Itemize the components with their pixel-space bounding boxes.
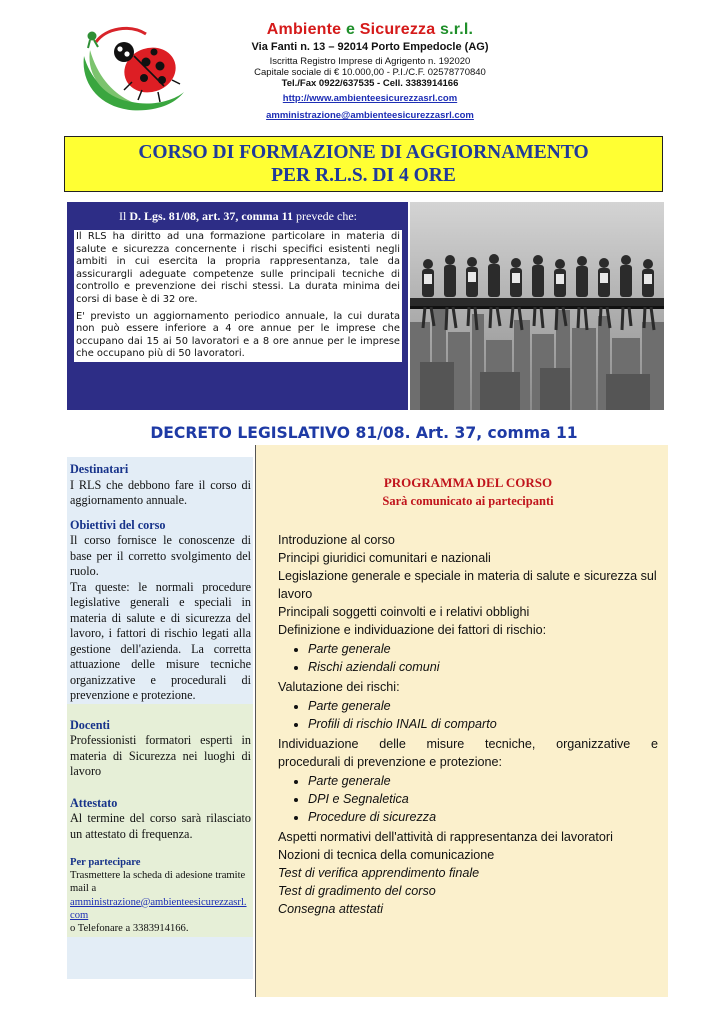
law-heading: Il D. Lgs. 81/08, art. 37, comma 11 prevede che: bbox=[119, 209, 357, 223]
program-subtitle: Sarà comunicato ai partecipanti bbox=[382, 494, 554, 508]
company-address: Via Fanti n. 13 – 92014 Porto Empedocle (AG) bbox=[251, 40, 489, 53]
program-item: Individuazione delle misure tecniche, organizzative e bbox=[278, 737, 658, 751]
decree-heading: DECRETO LEGISLATIVO 81/08. Art. 37, comma 11 bbox=[150, 424, 578, 442]
course-info-column bbox=[67, 457, 253, 979]
partecipare-title: Per partecipare bbox=[70, 857, 141, 868]
company-capital: Capitale sociale di € 10.000,00 - P.I./C.F. 02578770840 bbox=[254, 67, 486, 79]
program-item: Legislazione generale e speciale in materia di salute e sicurezza sul lavoro bbox=[278, 569, 657, 601]
program-item: Aspetti normativi dell'attività di rappresentanza dei lavoratori bbox=[278, 830, 613, 844]
program-subitem: • Rischi aziendali comuni bbox=[308, 658, 658, 676]
program-sublist bbox=[278, 697, 658, 733]
obiettivi-title: Obiettivi del corso bbox=[70, 517, 166, 532]
law-paragraph-1: Il RLS ha diritto ad una formazione particolare in materia di salute e sicurezza concernente i rischi specifici esistenti negli ambiti in cui esercita la propria rappresentanza, tale da assicurargli adeguate competenze sulle principali tecniche di controllo e prevenzione dei rischi stessi. La durata minima dei corsi di base è di 32 ore. bbox=[76, 231, 400, 305]
course-title-line2: PER R.L.S. DI 4 ORE bbox=[271, 165, 456, 186]
program-title: PROGRAMMA DEL CORSO bbox=[383, 475, 553, 490]
program-item: Valutazione dei rischi: bbox=[278, 680, 400, 694]
docenti-text: Professionisti formatori esperti in materia di Sicurezza nei luoghi di lavoro bbox=[70, 733, 251, 778]
company-phone: Tel./Fax 0922/637535 - Cell. 3383914166 bbox=[281, 78, 459, 90]
company-registry: Iscritta Registro Imprese di Agrigento n. 192020 bbox=[269, 56, 471, 68]
partecipare-phone: o Telefonare a 3383914166. bbox=[70, 923, 189, 935]
program-subitem: • Parte generale bbox=[308, 697, 658, 715]
program-item: Introduzione al corso bbox=[278, 533, 395, 547]
company-header bbox=[200, 22, 540, 123]
green-section bbox=[67, 704, 253, 938]
destinatari-title: Destinatari bbox=[70, 462, 129, 476]
program-subitem: • Parte generale bbox=[308, 772, 658, 790]
program-item: Nozioni di tecnica della comunicazione bbox=[278, 848, 495, 862]
docenti-title: Docenti bbox=[70, 717, 110, 732]
law-paragraph-2: E' previsto un aggiornamento periodico annuale, la cui durata non può essere inferiore a 4 ore annue per le imprese che occupano dai 15 ai 50 lavoratori e a 8 ore annue per le imprese che occupano più di 50 lavoratori. bbox=[76, 310, 400, 360]
obiettivi-text-2: Tra queste: le normali procedure legislative generali e speciali in materia di salute e di sicurezza del lavoro, i fattori di rischio legati alla gestione dell'azienda. La corretta attuazione delle misure tecniche organizzative e procedurali di prevenzione e protezione. bbox=[70, 579, 251, 702]
course-title-line1: CORSO DI FORMAZIONE DI AGGIORNAMENTO bbox=[138, 142, 589, 163]
partecipare-email-link[interactable]: amministrazione@ambienteesicurezzasrl.com bbox=[70, 896, 247, 921]
program-item: Consegna attestati bbox=[278, 902, 384, 916]
law-box bbox=[67, 202, 408, 410]
program-item: Test di gradimento del corso bbox=[278, 884, 436, 898]
program-subitem: • Profili di rischio INAIL di comparto bbox=[308, 715, 658, 733]
program-sublist bbox=[278, 772, 658, 826]
company-email-link[interactable]: amministrazione@ambienteesicurezzasrl.com bbox=[266, 110, 474, 122]
program-column bbox=[255, 445, 668, 997]
law-text bbox=[74, 230, 402, 362]
destinatari-text: I RLS che debbono fare il corso di aggiornamento annuale. bbox=[70, 477, 251, 507]
attestato-text: Al termine del corso sarà rilasciato un attestato di frequenza. bbox=[70, 811, 251, 841]
company-website-link[interactable]: http://www.ambienteesicurezzasrl.com bbox=[282, 93, 458, 105]
program-subitem: • Parte generale bbox=[308, 640, 658, 658]
program-item: Principali soggetti coinvolti e i relativi obblighi bbox=[278, 605, 530, 619]
program-subitem: • DPI e Segnaletica bbox=[308, 790, 658, 808]
company-name: Ambiente e Sicurezza s.r.l. bbox=[266, 21, 474, 38]
company-logo bbox=[76, 18, 196, 118]
course-title-banner bbox=[64, 136, 663, 192]
program-item: Definizione e individuazione dei fattori di rischio: bbox=[278, 623, 547, 637]
program-sublist bbox=[278, 640, 658, 676]
attestato-title: Attestato bbox=[70, 795, 118, 810]
ladybug-icon bbox=[76, 18, 196, 118]
partecipare-text: Trasmettere la scheda di adesione tramite mail a bbox=[70, 870, 246, 895]
program-subitem: • Procedure di sicurezza bbox=[308, 808, 658, 826]
obiettivi-text-1: Il corso fornisce le conoscenze di base per il corretto svolgimento del ruolo. bbox=[70, 533, 251, 578]
program-item: Test di verifica apprendimento finale bbox=[278, 866, 480, 880]
program-item: Principi giuridici comunitari e nazionali bbox=[278, 551, 491, 565]
workers-on-beam-photo bbox=[410, 202, 664, 410]
program-item: procedurali di prevenzione e protezione: bbox=[278, 755, 503, 769]
